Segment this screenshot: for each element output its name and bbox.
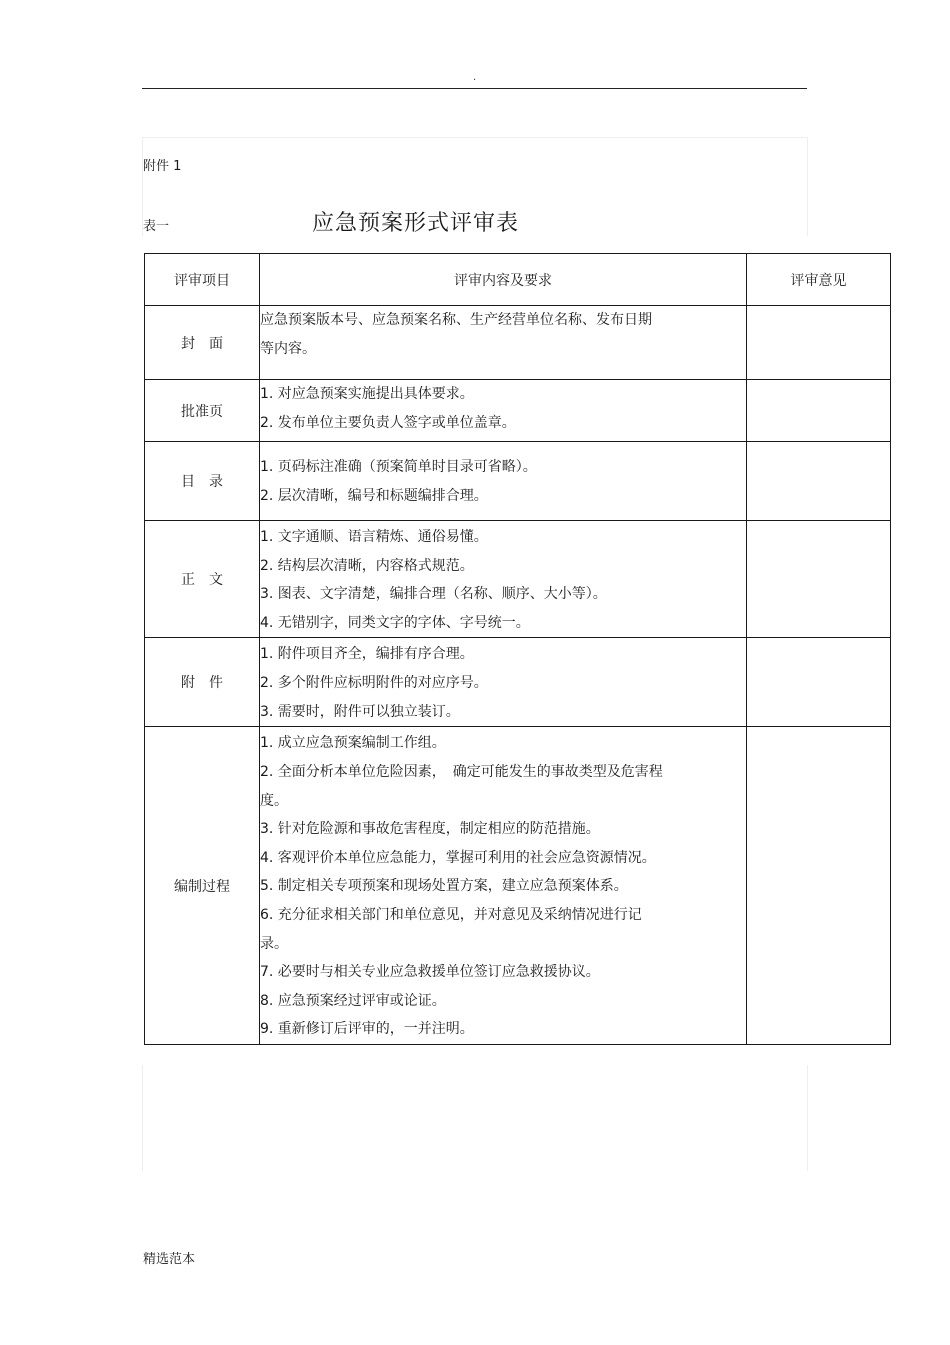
header-item: 评审项目 xyxy=(145,254,260,306)
content-line: 4. 无错别字，同类文字的字体、字号统一。 xyxy=(260,614,530,631)
opinion-cell[interactable] xyxy=(747,638,891,727)
content-line: 4. 客观评价本单位应急能力，掌握可利用的社会应急资源情况。 xyxy=(260,849,656,866)
content-line: 录。 xyxy=(260,935,288,952)
header-opinion: 评审意见 xyxy=(747,254,891,306)
faint-frame-bottom xyxy=(142,1065,808,1171)
opinion-cell[interactable] xyxy=(747,521,891,638)
table-row xyxy=(145,442,891,521)
content-line: 2. 层次清晰，编号和标题编排合理。 xyxy=(260,487,488,504)
row-content xyxy=(260,521,747,638)
content-line: 1. 对应急预案实施提出具体要求。 xyxy=(260,386,474,402)
opinion-cell[interactable] xyxy=(747,306,891,380)
document-title: 应急预案形式评审表 xyxy=(312,211,520,236)
opinion-cell[interactable] xyxy=(747,442,891,521)
row-content xyxy=(260,380,747,442)
content-line: 等内容。 xyxy=(260,340,316,357)
content-line: 1. 页码标注准确（预案简单时目录可省略）。 xyxy=(260,459,537,475)
content-line: 度。 xyxy=(260,792,288,809)
content-line: 2. 全面分析本单位危险因素， 确定可能发生的事故类型及危害程 xyxy=(260,763,663,780)
row-item-process: 编制过程 xyxy=(145,727,260,1045)
table-row xyxy=(145,727,891,1045)
attachment-label: 附件 1 xyxy=(143,159,182,174)
content-line: 9. 重新修订后评审的，一并注明。 xyxy=(260,1021,474,1038)
content-line: 3. 需要时，附件可以独立装订。 xyxy=(260,703,460,720)
row-item-approval: 批准页 xyxy=(145,380,260,442)
content-line: 8. 应急预案经过评审或论证。 xyxy=(260,992,446,1009)
content-line: 6. 充分征求相关部门和单位意见，并对意见及采纳情况进行记 xyxy=(260,906,642,923)
content-line: 1. 文字通顺、语言精炼、通俗易懂。 xyxy=(260,529,488,545)
table-header-row xyxy=(145,254,891,306)
review-table xyxy=(144,253,891,1045)
content-line: 1. 附件项目齐全，编排有序合理。 xyxy=(260,646,474,663)
row-content xyxy=(260,727,747,1045)
content-line: 5. 制定相关专项预案和现场处置方案，建立应急预案体系。 xyxy=(260,878,628,895)
content-line: 3. 图表、文字清楚，编排合理（名称、顺序、大小等）。 xyxy=(260,586,607,603)
row-content xyxy=(260,442,747,521)
content-line: 2. 多个附件应标明附件的对应序号。 xyxy=(260,674,488,691)
table-row xyxy=(145,521,891,638)
table-row xyxy=(145,638,891,727)
row-content xyxy=(260,306,747,380)
content-line: 1. 成立应急预案编制工作组。 xyxy=(260,735,446,752)
table-label: 表一 xyxy=(143,219,170,234)
content-line: 7. 必要时与相关专业应急救援单位签订应急救援协议。 xyxy=(260,964,600,981)
table-row xyxy=(145,306,891,380)
table-row xyxy=(145,380,891,442)
header-content: 评审内容及要求 xyxy=(260,254,747,306)
row-item-attachment: 附 件 xyxy=(145,638,260,727)
footer-text: 精选范本 xyxy=(143,1252,196,1267)
row-item-body: 正 文 xyxy=(145,521,260,638)
opinion-cell[interactable] xyxy=(747,727,891,1045)
content-line: 3. 针对危险源和事故危害程度，制定相应的防范措施。 xyxy=(260,821,600,838)
content-line: 2. 结构层次清晰，内容格式规范。 xyxy=(260,557,474,574)
header-mark: . xyxy=(473,72,477,83)
row-item-toc: 目 录 xyxy=(145,442,260,521)
content-line: 2. 发布单位主要负责人签字或单位盖章。 xyxy=(260,414,516,431)
header-rule xyxy=(142,88,807,89)
content-line: 应急预案版本号、应急预案名称、生产经营单位名称、发布日期 xyxy=(260,312,652,328)
row-content xyxy=(260,638,747,727)
row-item-cover: 封 面 xyxy=(145,306,260,380)
opinion-cell[interactable] xyxy=(747,380,891,442)
